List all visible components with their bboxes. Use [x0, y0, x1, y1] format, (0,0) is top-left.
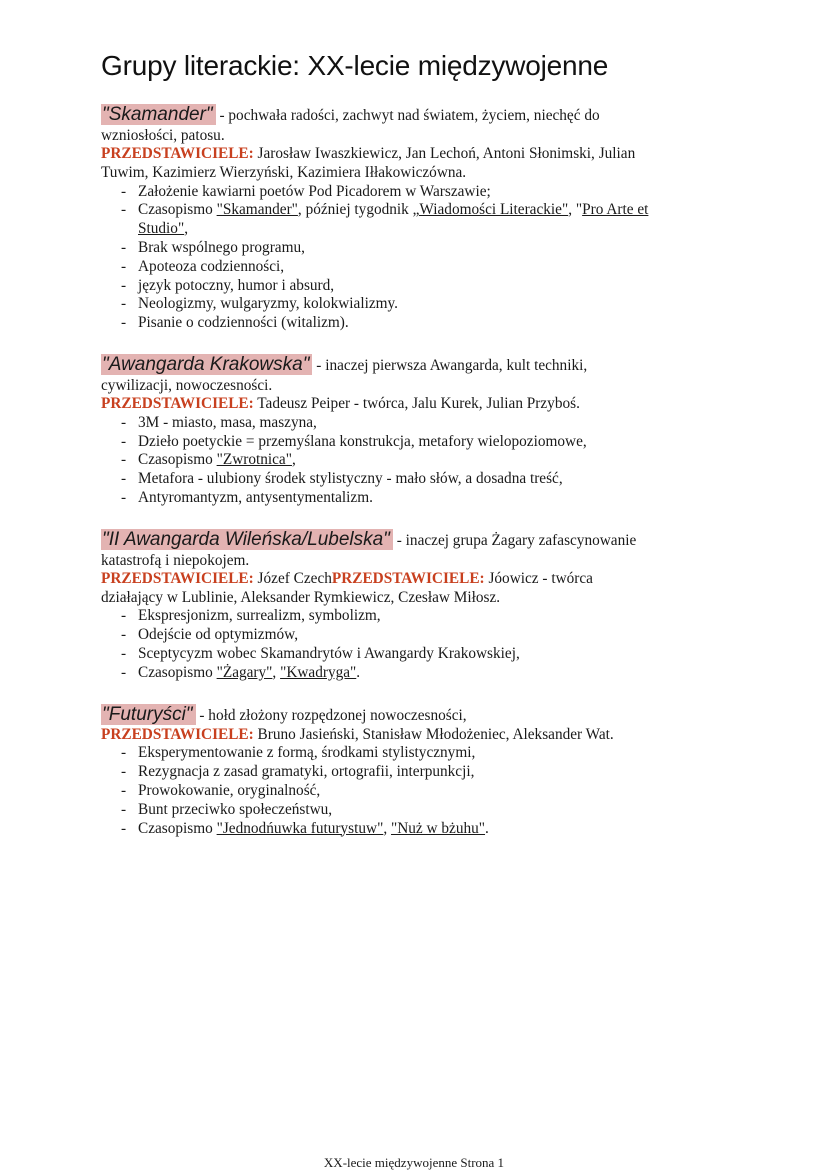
text-segment: Tadeusz Peiper - twórca, Jalu Kurek, Julian Przyboś.	[253, 394, 580, 412]
representatives-label: PRZEDSTAWICIELE:	[101, 394, 254, 412]
page-title: Grupy literackie: XX-lecie międzywojenne	[101, 50, 609, 81]
list-item	[121, 470, 653, 489]
text-segment: ,	[184, 220, 189, 238]
list-item	[121, 489, 653, 508]
text-segment: ,	[291, 451, 296, 469]
literary-group-section	[101, 529, 653, 683]
text-segment: Józef Czech	[253, 569, 332, 587]
list-item	[121, 763, 653, 782]
text-segment: Jóowicz - twórca działający w Lublinie, Aleksander Rymkiewicz, Czesław Miłosz.	[101, 569, 593, 606]
list-item	[121, 414, 653, 433]
group-description: - inaczej grupa Żagary zafascynowanie katastrofą i niepokojem.	[101, 531, 637, 569]
text-segment: Bunt przeciwko społeczeństwu,	[138, 800, 333, 818]
list-item	[121, 201, 653, 239]
list-item	[121, 258, 653, 277]
text-segment: Apoteoza codzienności,	[138, 257, 285, 275]
text-segment: Jarosław Iwaszkiewicz, Jan Lechoń, Antoni Słonimski, Julian Tuwim, Kazimierz Wierzyński, Kazimiera Iłłakowiczówna.	[101, 145, 636, 181]
list-item	[121, 314, 653, 333]
group-heading	[101, 529, 653, 570]
text-segment: , później tygodnik	[297, 201, 413, 219]
list-item	[121, 664, 653, 683]
feature-list	[101, 607, 653, 682]
list-item	[121, 782, 653, 801]
representatives-label: PRZEDSTAWICIELE:	[101, 145, 254, 162]
text-segment: ,	[272, 663, 281, 681]
list-item	[121, 801, 653, 820]
group-name: "Awangarda Krakowska"	[101, 354, 312, 375]
literary-group-section	[101, 354, 653, 508]
text-segment: Odejście od optymizmów,	[138, 626, 299, 644]
text-segment: Czasopismo	[138, 663, 217, 681]
magazine-link[interactable]: "Skamander"	[216, 201, 298, 219]
text-segment: Bruno Jasieński, Stanisław Młodożeniec, Aleksander Wat.	[253, 725, 614, 743]
feature-list	[101, 414, 653, 508]
text-segment: Pisanie o codzienności (witalizm).	[138, 314, 349, 332]
list-item	[121, 433, 653, 452]
literary-group-section	[101, 104, 653, 333]
list-item	[121, 451, 653, 470]
representatives-label: PRZEDSTAWICIELE:	[331, 569, 485, 587]
text-segment: ,	[383, 819, 391, 837]
list-item	[121, 277, 653, 296]
representatives-line	[101, 726, 653, 745]
magazine-link[interactable]: Pro Arte et Studio"	[138, 201, 649, 238]
magazine-link[interactable]: "Żagary"	[216, 663, 273, 681]
group-name: "II Awangarda Wileńska/Lubelska"	[101, 529, 393, 550]
group-name: "Futuryści"	[101, 704, 196, 725]
literary-group-section	[101, 704, 653, 839]
group-heading	[101, 704, 653, 726]
representatives-line	[101, 395, 653, 414]
text-segment: Neologizmy, wulgaryzmy, kolokwializmy.	[138, 295, 398, 313]
text-segment: Metafora - ulubiony środek stylistyczny - mało słów, a dosadna treść,	[138, 470, 563, 488]
text-segment: .	[356, 663, 361, 681]
group-heading	[101, 354, 653, 395]
text-segment: .	[485, 819, 489, 837]
text-segment: Brak wspólnego programu,	[138, 238, 305, 256]
text-segment: Sceptycyzm wobec Skamandrytów i Awangardy Krakowskiej,	[138, 644, 520, 662]
list-item	[121, 183, 653, 202]
text-segment: Czasopismo	[138, 819, 217, 837]
list-item	[121, 820, 653, 839]
magazine-link[interactable]: „Wiadomości Literackie"	[412, 201, 569, 219]
feature-list	[101, 183, 653, 333]
list-item	[121, 239, 653, 258]
magazine-link[interactable]: "Kwadryga"	[280, 663, 357, 681]
representatives-line	[101, 570, 653, 608]
group-heading	[101, 104, 653, 145]
group-description: - pochwała radości, zachwyt nad światem, życiem, niechęć do wzniosłości, patosu.	[101, 107, 600, 144]
feature-list	[101, 744, 653, 838]
magazine-link[interactable]: "Jednodńuwka futurystuw"	[216, 819, 384, 837]
magazine-link[interactable]: "Nuż w bżuhu"	[390, 819, 486, 837]
text-segment: 3M - miasto, masa, maszyna,	[138, 413, 317, 431]
text-segment: Czasopismo	[138, 201, 217, 219]
representatives-label: PRZEDSTAWICIELE:	[101, 569, 254, 587]
representatives-label: PRZEDSTAWICIELE:	[101, 725, 254, 743]
text-segment: Rezygnacja z zasad gramatyki, ortografii, interpunkcji,	[138, 763, 475, 781]
list-item	[121, 645, 653, 664]
list-item	[121, 626, 653, 645]
text-segment: Prowokowanie, oryginalność,	[138, 781, 321, 799]
text-segment: , "	[568, 201, 583, 219]
list-item	[121, 607, 653, 626]
page-footer: XX-lecie międzywojenne Strona 1	[323, 1155, 505, 1170]
text-segment: Eksperymentowanie z formą, środkami stylistycznymi,	[138, 744, 476, 762]
text-segment: Założenie kawiarni poetów Pod Picadorem w Warszawie;	[138, 182, 491, 200]
text-segment: Czasopismo	[138, 451, 217, 469]
group-description: - hołd złożony rozpędzonej nowoczesności,	[195, 706, 467, 724]
magazine-link[interactable]: "Zwrotnica"	[216, 451, 292, 469]
text-segment: Dzieło poetyckie = przemyślana konstrukcja, metafory wielopoziomowe,	[138, 432, 587, 450]
list-item	[121, 295, 653, 314]
group-name: "Skamander"	[101, 104, 216, 125]
document-body	[101, 104, 653, 859]
group-description: - inaczej pierwsza Awangarda, kult techniki, cywilizacji, nowoczesności.	[101, 356, 588, 394]
representatives-line	[101, 145, 653, 183]
text-segment: Antyromantyzm, antysentymentalizm.	[138, 488, 373, 506]
text-segment: Ekspresjonizm, surrealizm, symbolizm,	[138, 607, 381, 625]
list-item	[121, 744, 653, 763]
text-segment: język potoczny, humor i absurd,	[138, 276, 335, 294]
